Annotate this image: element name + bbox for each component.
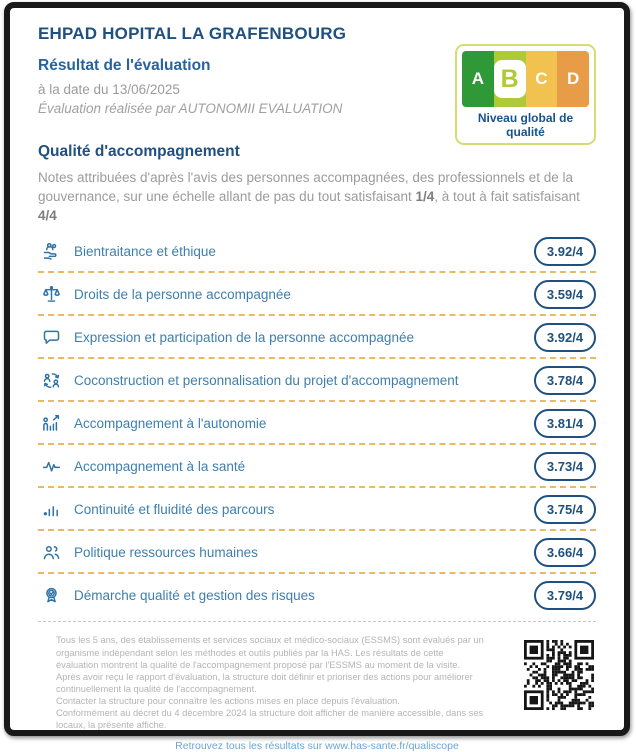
rating-row [38,537,596,567]
qr-code-container [524,640,594,710]
speech-bubble-icon [40,326,62,348]
rating-score-badge: 3.81/4 [534,409,596,438]
bar-chart-icon [40,498,62,520]
dashed-divider [38,357,596,359]
quality-level-badge [455,44,596,145]
section-description [38,168,596,225]
dashed-divider [38,572,596,574]
facility-name: EHPAD HOPITAL LA GRAFENBOURG [38,24,347,43]
rating-row [38,279,596,309]
footer-paragraph: Tous les 5 ans, des établissements et services sociaux et médico-sociaux (ESSMS) sont évalués par un organisme indépendant selon les méthodes et outils publiés par la HAS. Les résultats de cette évaluation montrent la qualité de l'accompagnement proposé par l'ESSMS au moment de la visite. Après avoir reçu le rapport d'évaluation, la structure doit définir et prioriser des actions pour améliorer continuellement la qualité de l'accompagnement. [56,635,484,694]
footer-paragraph: Contacter la structure pour connaître les actions mises en place depuis l'évaluation. [56,695,400,706]
poster-frame [4,2,630,752]
rating-score-badge: 3.92/4 [534,237,596,266]
rating-score-badge: 3.78/4 [534,366,596,395]
quality-level-scale [462,51,589,107]
min-score-label: 1/4 [415,189,435,205]
rating-label: Coconstruction et personnalisation du projet d'accompagnement [74,372,459,388]
ratings-list [38,236,596,610]
dashed-divider [38,529,596,531]
quality-level-letter: A [471,69,485,88]
description-text: , à tout à fait satisfaisant [434,189,580,205]
evaluation-date: à la date du 13/06/2025 [38,82,180,97]
quality-level-d [557,51,589,107]
quality-badge-caption: Niveau global de qualité [477,111,574,139]
rating-row [38,494,596,524]
quality-level-c [526,51,558,107]
max-score-label: 4/4 [38,208,57,224]
rating-label: Accompagnement à l'autonomie [74,415,267,431]
quality-level-b-selected [494,51,526,107]
rating-score-badge: 3.73/4 [534,452,596,481]
footer-paragraph: Conformément au décret du 4 décembre 2024 la structure doit afficher de manière accessible, dans ses locaux, la présente affiche. [56,707,484,731]
footer-divider [38,621,596,622]
rating-row [38,408,596,438]
rating-score-badge: 3.92/4 [534,323,596,352]
rating-row [38,451,596,481]
rating-row [38,236,596,266]
rating-score-badge: 3.59/4 [534,280,596,309]
rating-score-badge: 3.79/4 [534,581,596,610]
people-icon [40,541,62,563]
rating-label: Expression et participation de la personne accompagnée [74,329,414,345]
pulse-icon [40,455,62,477]
description-text: Notes attribuées d'après l'avis des personnes accompagnées, des professionnels et de la gouvernance, sur une échelle allant de pas du tout satisfaisant [38,170,573,205]
rating-label: Bientraitance et éthique [74,243,216,259]
rating-label: Continuité et fluidité des parcours [74,501,275,517]
scales-icon [40,283,62,305]
care-hand-icon [40,240,62,262]
dashed-divider [38,486,596,488]
quality-level-letter: B [495,61,525,97]
rating-row [38,580,596,610]
rating-score-badge: 3.75/4 [534,495,596,524]
qr-code [524,640,594,710]
result-title: Résultat de l'évaluation [38,57,211,74]
quality-level-letter: C [535,69,548,88]
rating-label: Politique ressources humaines [74,544,258,560]
rating-row [38,322,596,352]
collaboration-icon [40,369,62,391]
evaluator-line: Évaluation réalisée par AUTONOMII EVALUATION [38,101,343,116]
rating-label: Droits de la personne accompagnée [74,286,291,302]
rating-label: Démarche qualité et gestion des risques [74,587,315,603]
dashed-divider [38,314,596,316]
results-link[interactable]: Retrouvez tous les résultats sur www.has-sante.fr/qualiscope [175,740,459,752]
rating-row [38,365,596,395]
rating-label: Accompagnement à la santé [74,458,246,474]
quality-medal-icon [40,584,62,606]
footer [38,634,596,731]
quality-level-letter: D [566,69,580,88]
poster-content [10,8,624,752]
dashed-divider [38,271,596,273]
quality-level-a [462,51,494,107]
section-title: Qualité d'accompagnement [38,143,240,160]
dashed-divider [38,400,596,402]
footer-legal-text [38,634,484,731]
dashed-divider [38,443,596,445]
rating-score-badge: 3.66/4 [534,538,596,567]
autonomy-chart-icon [40,412,62,434]
